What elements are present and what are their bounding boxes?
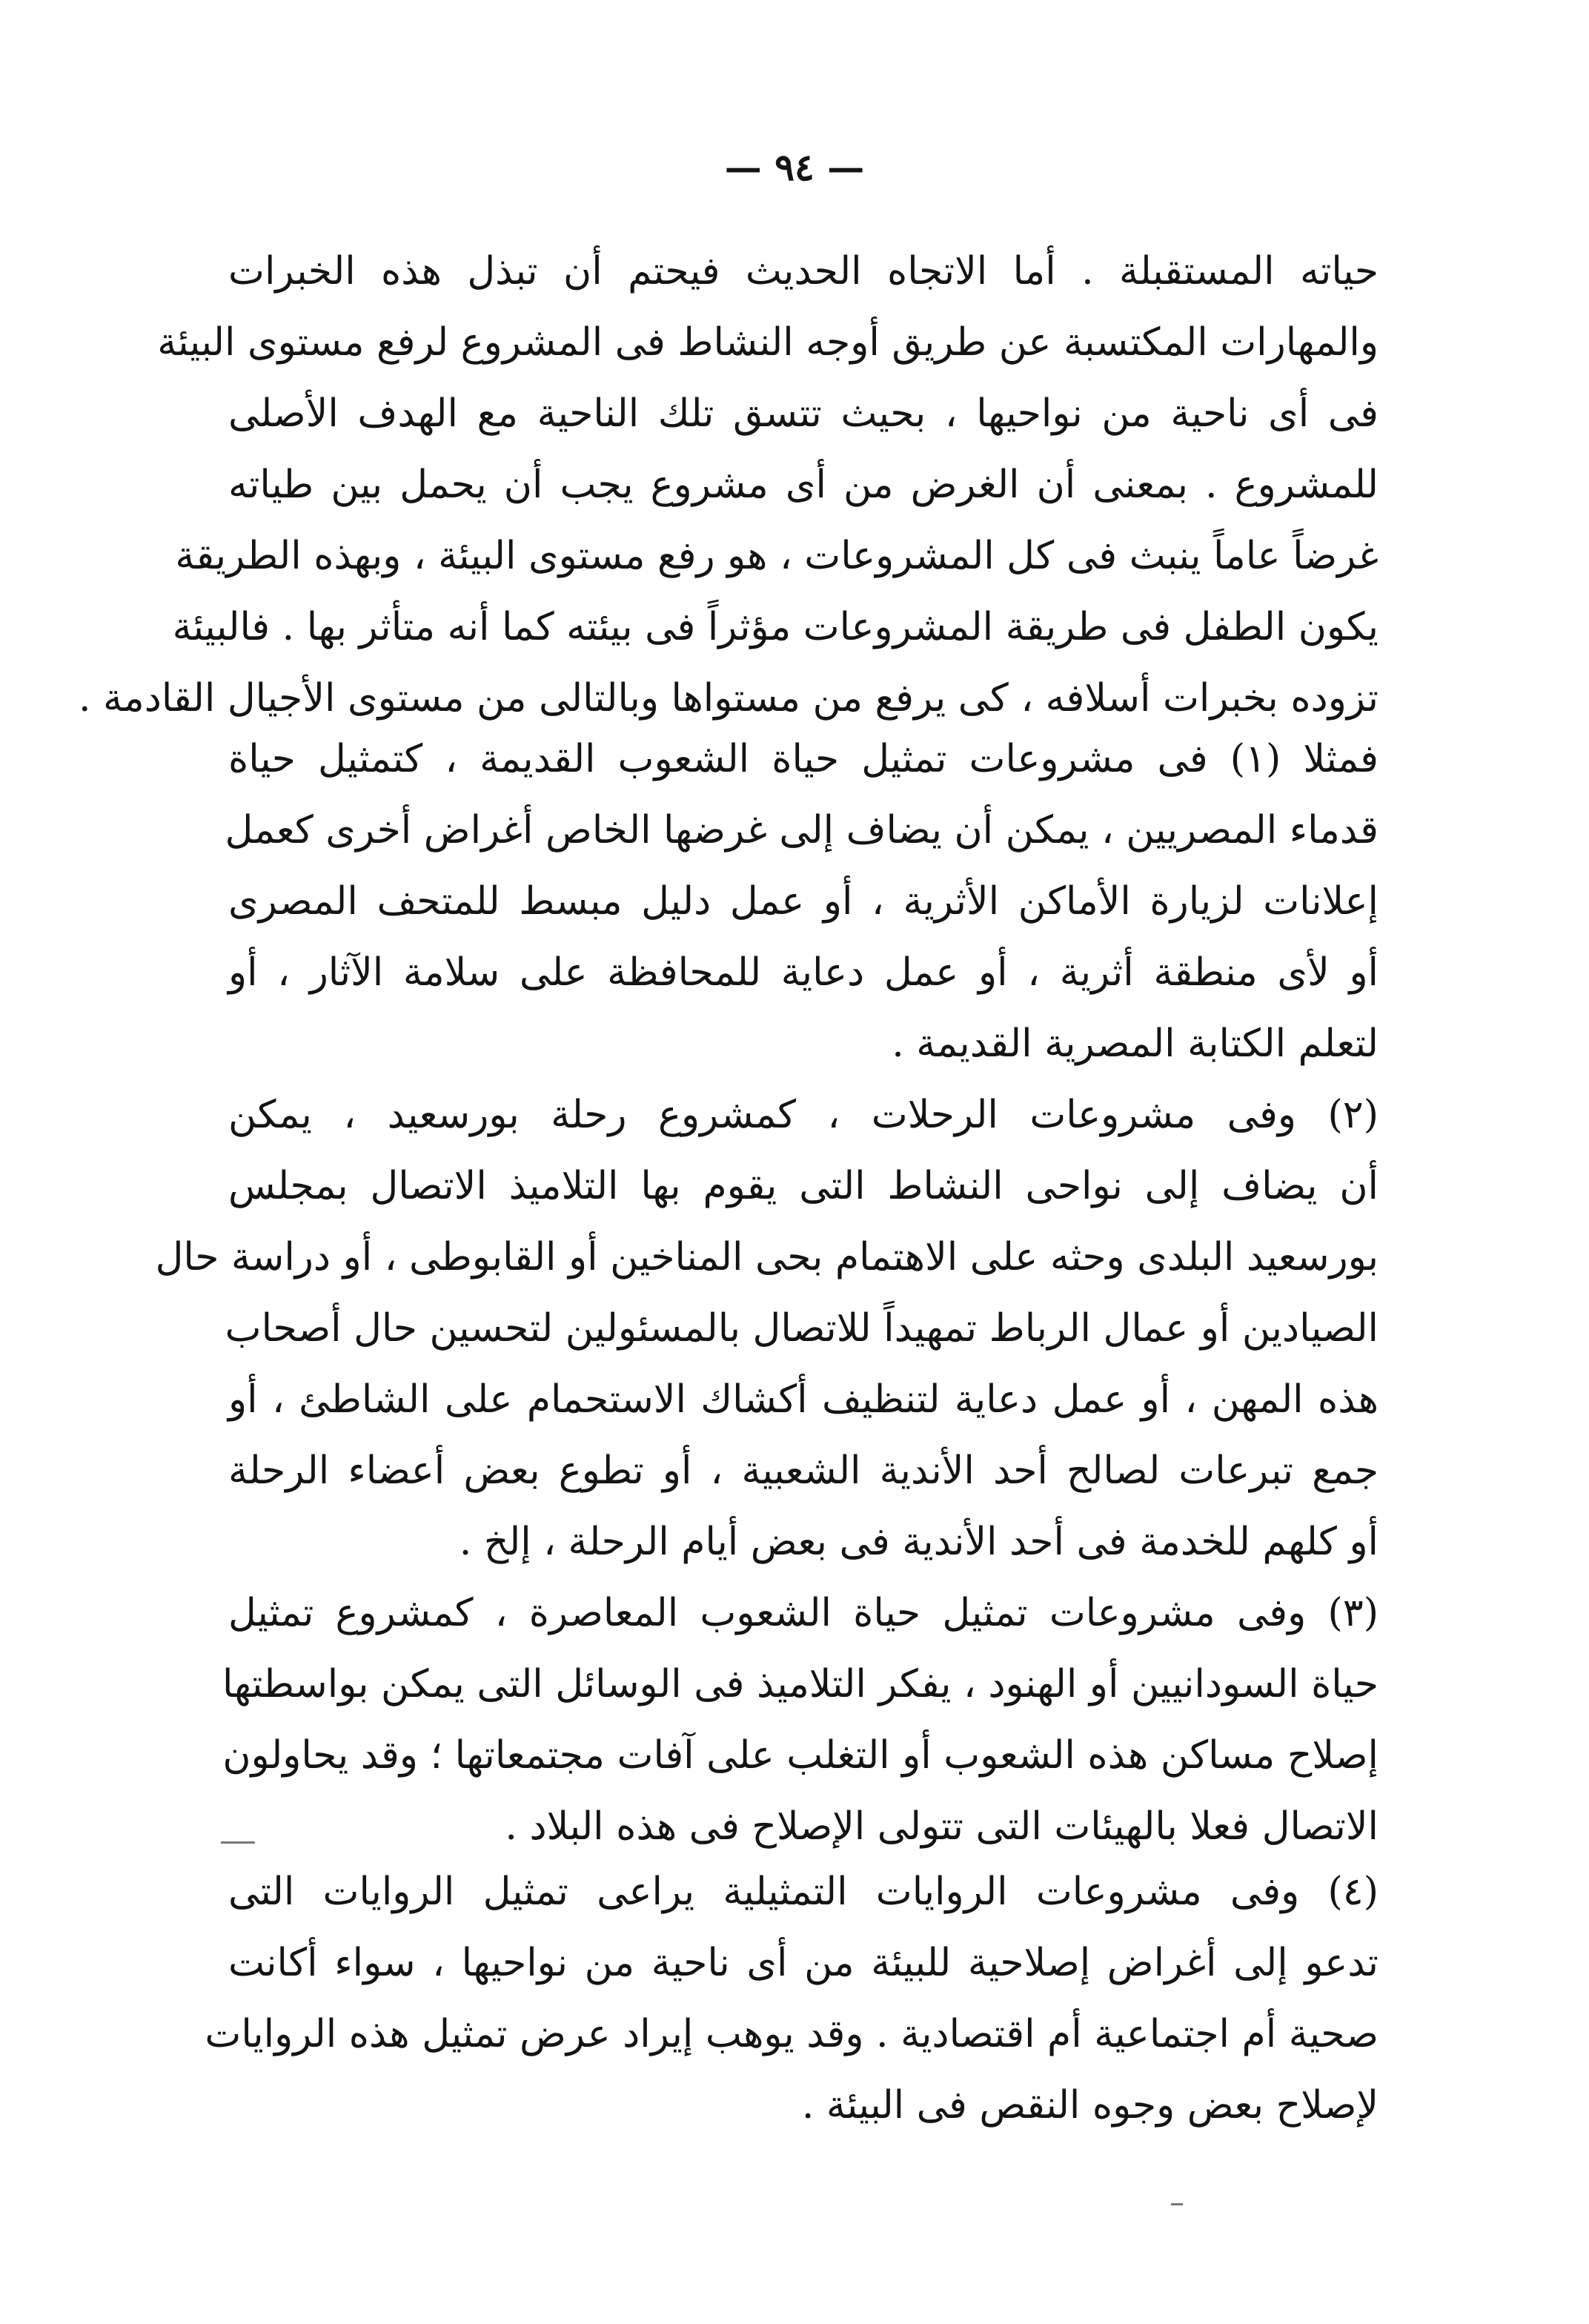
text-line: تزوده بخبرات أسلافه ، كى يرفع من مستواها وبالتالى من مستوى الأجيال القادمة . <box>78 676 1379 721</box>
text-line: تدعو إلى أغراض إصلاحية للبيئة من أى ناحية من نواحيها ، سواء أكانت <box>228 1941 1379 1985</box>
text-line: أن يضاف إلى نواحى النشاط التى يقوم بها التلاميذ الاتصال بمجلس <box>228 1164 1379 1208</box>
text-line: صحية أم اجتماعية أم اقتصادية . وقد يوهب إيراد عرض تمثيل هذه الروايات <box>205 2012 1379 2056</box>
paragraph-example-2 <box>155 1079 1379 1578</box>
paragraph-example-3 <box>222 1578 1379 1862</box>
paragraph-example-1 <box>225 724 1379 1079</box>
text-line: لتعلم الكتابة المصرية القديمة . <box>892 1022 1379 1066</box>
text-line: الاتصال فعلا بالهيئات التى تتولى الإصلاح فى هذه البلاد . <box>505 1804 1379 1849</box>
scan-mark <box>1171 2203 1183 2205</box>
text-line: بورسعيد البلدى وحثه على الاهتمام بحى المناخين أو القابوطى ، أو دراسة حال <box>155 1235 1379 1279</box>
text-line: الصيادين أو عمال الرباط تمهيداً للاتصال بالمسئولين لتحسين حال أصحاب <box>225 1306 1379 1351</box>
text-line: قدماء المصريين ، يمكن أن يضاف إلى غرضها الخاص أغراض أخرى كعمل <box>225 808 1379 853</box>
scan-mark <box>221 1841 255 1844</box>
text-line: غرضاً عاماً ينبث فى كل المشروعات ، هو رفع مستوى البيئة ، وبهذه الطريقة <box>175 534 1379 578</box>
text-line: أو لأى منطقة أثرية ، أو عمل دعاية للمحافظة على سلامة الآثار ، أو <box>228 950 1379 995</box>
text-line: حياة السودانيين أو الهنود ، يفكر التلاميذ فى الوسائل التى يمكن بواسطتها <box>222 1662 1379 1706</box>
text-line: إصلاح مساكن هذه الشعوب أو التغلب على آفات مجتمعاتها ؛ وقد يحاولون <box>222 1733 1379 1778</box>
text-line: (٣) وفى مشروعات تمثيل حياة الشعوب المعاصرة ، كمشروع تمثيل <box>228 1591 1379 1635</box>
text-line: فمثلا (١) فى مشروعات تمثيل حياة الشعوب القديمة ، كتمثيل حياة <box>228 737 1379 781</box>
text-line: (٢) وفى مشروعات الرحلات ، كمشروع رحلة بورسعيد ، يمكن <box>228 1093 1379 1137</box>
page-number: — ٩٤ — <box>724 145 865 189</box>
text-line: لإصلاح بعض وجوه النقص فى البيئة . <box>801 2083 1379 2128</box>
paragraph-example-4 <box>205 1856 1379 2141</box>
text-line: أو كلهم للخدمة فى أحد الأندية فى بعض أيام الرحلة ، إلخ . <box>459 1520 1379 1564</box>
text-line: والمهارات المكتسبة عن طريق أوجه النشاط فى المشروع لرفع مستوى البيئة <box>157 320 1379 365</box>
text-line: جمع تبرعات لصالح أحد الأندية الشعبية ، أو تطوع بعض أعضاء الرحلة <box>228 1449 1379 1493</box>
text-line: يكون الطفل فى طريقة المشروعات مؤثراً فى بيئته كما أنه متأثر بها . فالبيئة <box>172 605 1379 649</box>
text-line: (٤) وفى مشروعات الروايات التمثيلية يراعى تمثيل الروايات التى <box>228 1870 1379 1914</box>
text-line: للمشروع . بمعنى أن الغرض من أى مشروع يجب أن يحمل بين طياته <box>228 463 1379 507</box>
paragraph-intro <box>78 236 1379 734</box>
text-line: حياته المستقبلة . أما الاتجاه الحديث فيحتم أن تبذل هذه الخبرات <box>228 249 1379 294</box>
text-line: إعلانات لزيارة الأماكن الأثرية ، أو عمل دليل مبسط للمتحف المصرى <box>228 879 1379 924</box>
text-line: فى أى ناحية من نواحيها ، بحيث تتسق تلك الناحية مع الهدف الأصلى <box>228 391 1379 436</box>
text-line: هذه المهن ، أو عمل دعاية لتنظيف أكشاك الاستحمام على الشاطئ ، أو <box>228 1377 1379 1422</box>
